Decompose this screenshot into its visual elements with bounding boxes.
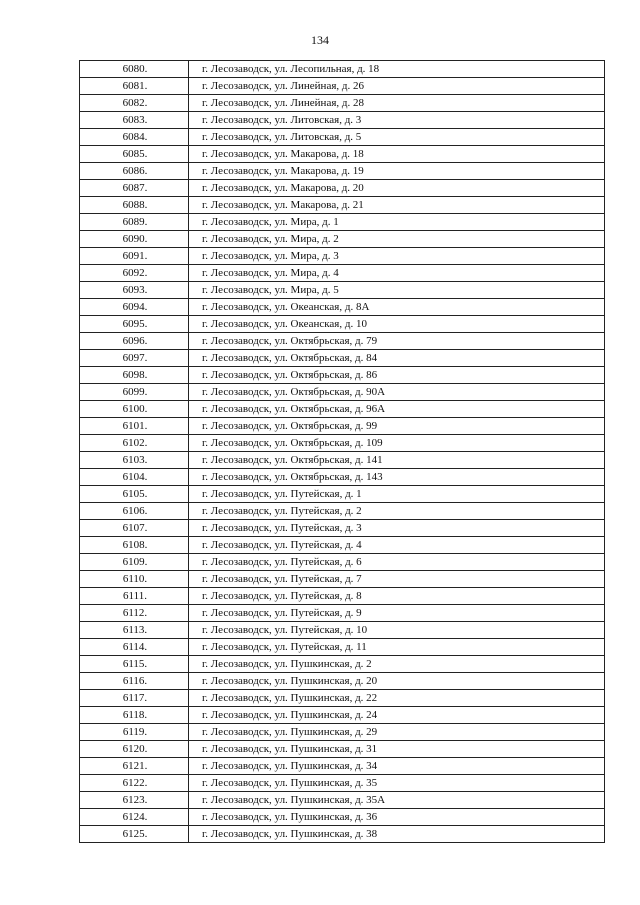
table-row bbox=[80, 401, 605, 418]
table-row bbox=[80, 333, 605, 350]
table-row bbox=[80, 588, 605, 605]
row-number: 6102. bbox=[80, 435, 189, 452]
row-address: г. Лесозаводск, ул. Октябрьская, д. 96А bbox=[189, 401, 605, 418]
table-row bbox=[80, 265, 605, 282]
row-number: 6113. bbox=[80, 622, 189, 639]
row-address: г. Лесозаводск, ул. Путейская, д. 8 bbox=[189, 588, 605, 605]
address-table bbox=[79, 60, 605, 843]
table-row bbox=[80, 741, 605, 758]
row-number: 6085. bbox=[80, 146, 189, 163]
table-row bbox=[80, 792, 605, 809]
row-number: 6115. bbox=[80, 656, 189, 673]
table-row bbox=[80, 724, 605, 741]
row-address: г. Лесозаводск, ул. Лесопильная, д. 18 bbox=[189, 61, 605, 78]
row-address: г. Лесозаводск, ул. Океанская, д. 8А bbox=[189, 299, 605, 316]
row-number: 6107. bbox=[80, 520, 189, 537]
row-number: 6098. bbox=[80, 367, 189, 384]
table-row bbox=[80, 231, 605, 248]
row-number: 6110. bbox=[80, 571, 189, 588]
row-address: г. Лесозаводск, ул. Путейская, д. 9 bbox=[189, 605, 605, 622]
row-address: г. Лесозаводск, ул. Мира, д. 2 bbox=[189, 231, 605, 248]
row-address: г. Лесозаводск, ул. Пушкинская, д. 35А bbox=[189, 792, 605, 809]
row-address: г. Лесозаводск, ул. Путейская, д. 6 bbox=[189, 554, 605, 571]
table-row bbox=[80, 214, 605, 231]
row-number: 6082. bbox=[80, 95, 189, 112]
table-row bbox=[80, 639, 605, 656]
row-number: 6120. bbox=[80, 741, 189, 758]
table-row bbox=[80, 61, 605, 78]
row-number: 6125. bbox=[80, 826, 189, 843]
table-row bbox=[80, 95, 605, 112]
row-address: г. Лесозаводск, ул. Октябрьская, д. 84 bbox=[189, 350, 605, 367]
row-number: 6080. bbox=[80, 61, 189, 78]
row-address: г. Лесозаводск, ул. Макарова, д. 20 bbox=[189, 180, 605, 197]
table-row bbox=[80, 129, 605, 146]
table-row bbox=[80, 622, 605, 639]
row-address: г. Лесозаводск, ул. Пушкинская, д. 34 bbox=[189, 758, 605, 775]
row-address: г. Лесозаводск, ул. Путейская, д. 11 bbox=[189, 639, 605, 656]
table-row bbox=[80, 180, 605, 197]
row-number: 6089. bbox=[80, 214, 189, 231]
table-row bbox=[80, 707, 605, 724]
row-number: 6109. bbox=[80, 554, 189, 571]
row-address: г. Лесозаводск, ул. Октябрьская, д. 86 bbox=[189, 367, 605, 384]
row-address: г. Лесозаводск, ул. Путейская, д. 2 bbox=[189, 503, 605, 520]
row-address: г. Лесозаводск, ул. Октябрьская, д. 90А bbox=[189, 384, 605, 401]
row-number: 6119. bbox=[80, 724, 189, 741]
row-number: 6121. bbox=[80, 758, 189, 775]
table-row bbox=[80, 486, 605, 503]
table-row bbox=[80, 571, 605, 588]
row-address: г. Лесозаводск, ул. Пушкинская, д. 24 bbox=[189, 707, 605, 724]
row-address: г. Лесозаводск, ул. Путейская, д. 4 bbox=[189, 537, 605, 554]
row-number: 6091. bbox=[80, 248, 189, 265]
row-address: г. Лесозаводск, ул. Пушкинская, д. 2 bbox=[189, 656, 605, 673]
row-number: 6099. bbox=[80, 384, 189, 401]
address-table-body bbox=[80, 61, 605, 843]
row-number: 6095. bbox=[80, 316, 189, 333]
row-address: г. Лесозаводск, ул. Литовская, д. 5 bbox=[189, 129, 605, 146]
row-address: г. Лесозаводск, ул. Путейская, д. 7 bbox=[189, 571, 605, 588]
row-address: г. Лесозаводск, ул. Мира, д. 1 bbox=[189, 214, 605, 231]
table-row bbox=[80, 605, 605, 622]
row-address: г. Лесозаводск, ул. Макарова, д. 21 bbox=[189, 197, 605, 214]
row-address: г. Лесозаводск, ул. Октябрьская, д. 99 bbox=[189, 418, 605, 435]
row-address: г. Лесозаводск, ул. Пушкинская, д. 22 bbox=[189, 690, 605, 707]
table-row bbox=[80, 112, 605, 129]
row-number: 6114. bbox=[80, 639, 189, 656]
row-number: 6118. bbox=[80, 707, 189, 724]
table-row bbox=[80, 316, 605, 333]
row-address: г. Лесозаводск, ул. Линейная, д. 26 bbox=[189, 78, 605, 95]
table-row bbox=[80, 197, 605, 214]
row-address: г. Лесозаводск, ул. Литовская, д. 3 bbox=[189, 112, 605, 129]
table-row bbox=[80, 775, 605, 792]
row-address: г. Лесозаводск, ул. Пушкинская, д. 31 bbox=[189, 741, 605, 758]
table-row bbox=[80, 299, 605, 316]
row-number: 6117. bbox=[80, 690, 189, 707]
row-address: г. Лесозаводск, ул. Мира, д. 5 bbox=[189, 282, 605, 299]
table-row bbox=[80, 656, 605, 673]
row-number: 6088. bbox=[80, 197, 189, 214]
row-address: г. Лесозаводск, ул. Мира, д. 3 bbox=[189, 248, 605, 265]
row-address: г. Лесозаводск, ул. Октябрьская, д. 79 bbox=[189, 333, 605, 350]
row-number: 6105. bbox=[80, 486, 189, 503]
table-row bbox=[80, 673, 605, 690]
row-address: г. Лесозаводск, ул. Пушкинская, д. 29 bbox=[189, 724, 605, 741]
row-number: 6111. bbox=[80, 588, 189, 605]
row-number: 6086. bbox=[80, 163, 189, 180]
table-row bbox=[80, 758, 605, 775]
row-number: 6096. bbox=[80, 333, 189, 350]
row-number: 6100. bbox=[80, 401, 189, 418]
row-number: 6112. bbox=[80, 605, 189, 622]
row-address: г. Лесозаводск, ул. Мира, д. 4 bbox=[189, 265, 605, 282]
row-address: г. Лесозаводск, ул. Пушкинская, д. 20 bbox=[189, 673, 605, 690]
row-address: г. Лесозаводск, ул. Макарова, д. 19 bbox=[189, 163, 605, 180]
row-address: г. Лесозаводск, ул. Макарова, д. 18 bbox=[189, 146, 605, 163]
row-number: 6084. bbox=[80, 129, 189, 146]
table-row bbox=[80, 248, 605, 265]
row-number: 6124. bbox=[80, 809, 189, 826]
table-row bbox=[80, 537, 605, 554]
table-row bbox=[80, 282, 605, 299]
row-number: 6090. bbox=[80, 231, 189, 248]
row-address: г. Лесозаводск, ул. Октябрьская, д. 141 bbox=[189, 452, 605, 469]
row-number: 6094. bbox=[80, 299, 189, 316]
table-row bbox=[80, 469, 605, 486]
row-number: 6092. bbox=[80, 265, 189, 282]
table-row bbox=[80, 503, 605, 520]
table-row bbox=[80, 384, 605, 401]
row-address: г. Лесозаводск, ул. Линейная, д. 28 bbox=[189, 95, 605, 112]
row-address: г. Лесозаводск, ул. Путейская, д. 3 bbox=[189, 520, 605, 537]
row-number: 6108. bbox=[80, 537, 189, 554]
table-row bbox=[80, 809, 605, 826]
table-row bbox=[80, 146, 605, 163]
row-number: 6106. bbox=[80, 503, 189, 520]
row-number: 6123. bbox=[80, 792, 189, 809]
table-row bbox=[80, 452, 605, 469]
row-number: 6087. bbox=[80, 180, 189, 197]
row-address: г. Лесозаводск, ул. Октябрьская, д. 143 bbox=[189, 469, 605, 486]
table-row bbox=[80, 690, 605, 707]
row-number: 6122. bbox=[80, 775, 189, 792]
row-address: г. Лесозаводск, ул. Пушкинская, д. 38 bbox=[189, 826, 605, 843]
row-address: г. Лесозаводск, ул. Океанская, д. 10 bbox=[189, 316, 605, 333]
row-number: 6101. bbox=[80, 418, 189, 435]
table-row bbox=[80, 418, 605, 435]
row-address: г. Лесозаводск, ул. Пушкинская, д. 36 bbox=[189, 809, 605, 826]
row-number: 6104. bbox=[80, 469, 189, 486]
row-number: 6116. bbox=[80, 673, 189, 690]
row-address: г. Лесозаводск, ул. Путейская, д. 1 bbox=[189, 486, 605, 503]
table-row bbox=[80, 554, 605, 571]
table-row bbox=[80, 78, 605, 95]
row-number: 6093. bbox=[80, 282, 189, 299]
row-number: 6083. bbox=[80, 112, 189, 129]
table-row bbox=[80, 826, 605, 843]
row-address: г. Лесозаводск, ул. Путейская, д. 10 bbox=[189, 622, 605, 639]
row-number: 6081. bbox=[80, 78, 189, 95]
table-row bbox=[80, 367, 605, 384]
table-row bbox=[80, 435, 605, 452]
table-row bbox=[80, 520, 605, 537]
table-row bbox=[80, 163, 605, 180]
page-number: 134 bbox=[311, 33, 329, 47]
row-number: 6103. bbox=[80, 452, 189, 469]
table-row bbox=[80, 350, 605, 367]
row-address: г. Лесозаводск, ул. Пушкинская, д. 35 bbox=[189, 775, 605, 792]
row-address: г. Лесозаводск, ул. Октябрьская, д. 109 bbox=[189, 435, 605, 452]
row-number: 6097. bbox=[80, 350, 189, 367]
